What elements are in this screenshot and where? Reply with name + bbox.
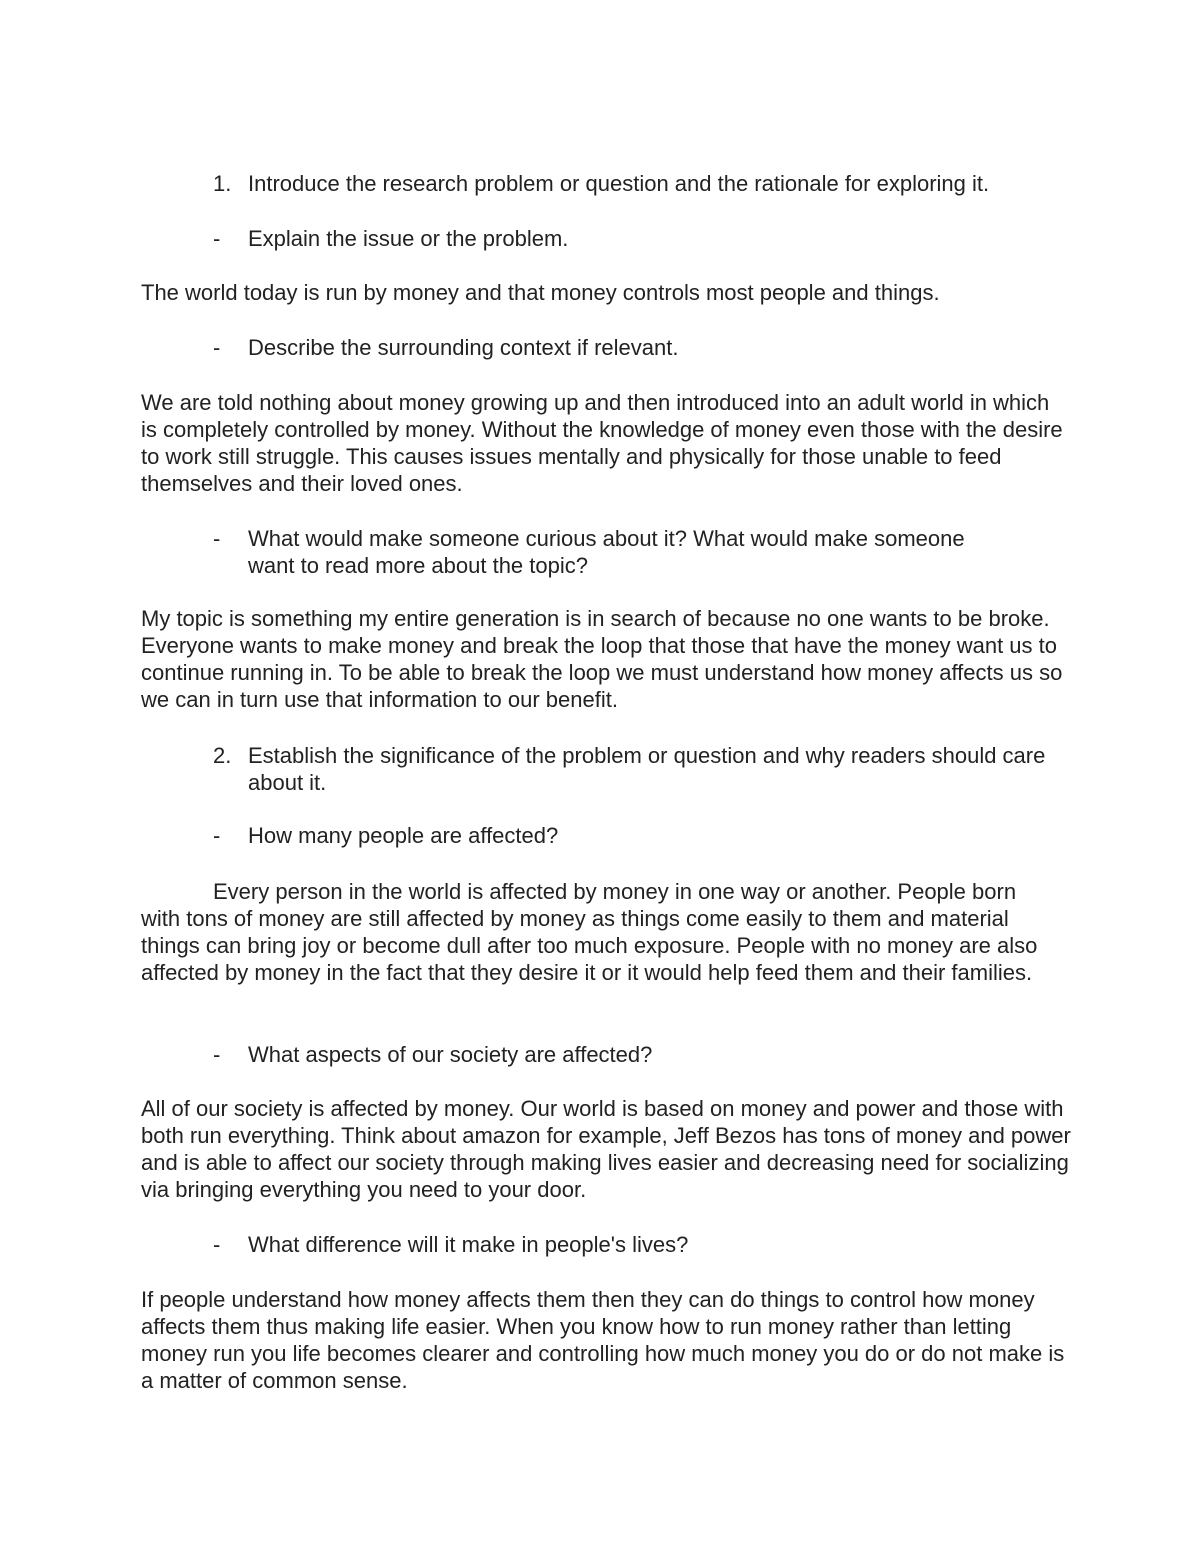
paragraph: We are told nothing about money growing up and then introduced into an adult world in which is completely controlled by money. Without the knowledge of money even those with the desire to work still struggle. This causes issues mentally and physically for those unable to feed themselves and their loved ones. [141, 390, 1063, 496]
bullet-item [213, 525, 1013, 579]
paragraph-text: Every person in the world is affected by money in one way or another. People born with tons of money are still affected by money as things come easily to them and material things can bring joy or become dull after too much exposure. People with no money are also affected by money in the fact that they desire it or it would help feed them and their families. [141, 879, 1038, 985]
list-number: 1. [213, 171, 232, 196]
bullet-item-text: How many people are affected? [248, 823, 559, 848]
bullet-item-text: Explain the issue or the problem. [248, 226, 569, 251]
paragraph: All of our society is affected by money. Our world is based on money and power and those with both run everything. Think about amazon for example, Jeff Bezos has tons of money and power and is able to affect our society through making lives easier and decreasing need for socializing via bringing everything you need to your door. [141, 1096, 1071, 1202]
numbered-item-text: Establish the significance of the problem or question and why readers should care about it. [248, 743, 1046, 795]
bullet-item [213, 225, 1073, 252]
dash-bullet: - [213, 526, 221, 551]
dash-bullet: - [213, 335, 221, 360]
paragraph: My topic is something my entire generation is in search of because no one wants to be broke. Everyone wants to make money and break the loop that those that have the money want us to continue running in. To be able to break the loop we must understand how money affects us so we can in turn use that information to our benefit. [141, 606, 1063, 712]
bullet-item-text: What difference will it make in people's lives? [248, 1232, 689, 1257]
bullet-item-text: What aspects of our society are affected? [248, 1042, 653, 1067]
dash-bullet: - [213, 226, 221, 251]
dash-bullet: - [213, 1042, 221, 1067]
numbered-item-1 [213, 170, 1073, 197]
bullet-item [213, 1041, 1073, 1068]
numbered-item-text: Introduce the research problem or question and the rationale for exploring it. [248, 171, 990, 196]
bullet-item [213, 1231, 1073, 1258]
dash-bullet: - [213, 823, 221, 848]
numbered-item-2 [213, 742, 1058, 796]
list-number: 2. [213, 743, 232, 768]
indented-paragraph [141, 878, 1046, 986]
bullet-item [213, 334, 1073, 361]
paragraph: The world today is run by money and that money controls most people and things. [141, 280, 940, 305]
dash-bullet: - [213, 1232, 221, 1257]
bullet-item-text: What would make someone curious about it? What would make someone want to read more about the topic? [248, 526, 965, 578]
paragraph: If people understand how money affects them then they can do things to control how money affects them thus making life easier. When you know how to run money rather than letting money run you life becomes clearer and controlling how much money you do or do not make is a matter of common sense. [141, 1287, 1065, 1393]
bullet-item [213, 822, 1073, 849]
bullet-item-text: Describe the surrounding context if relevant. [248, 335, 679, 360]
